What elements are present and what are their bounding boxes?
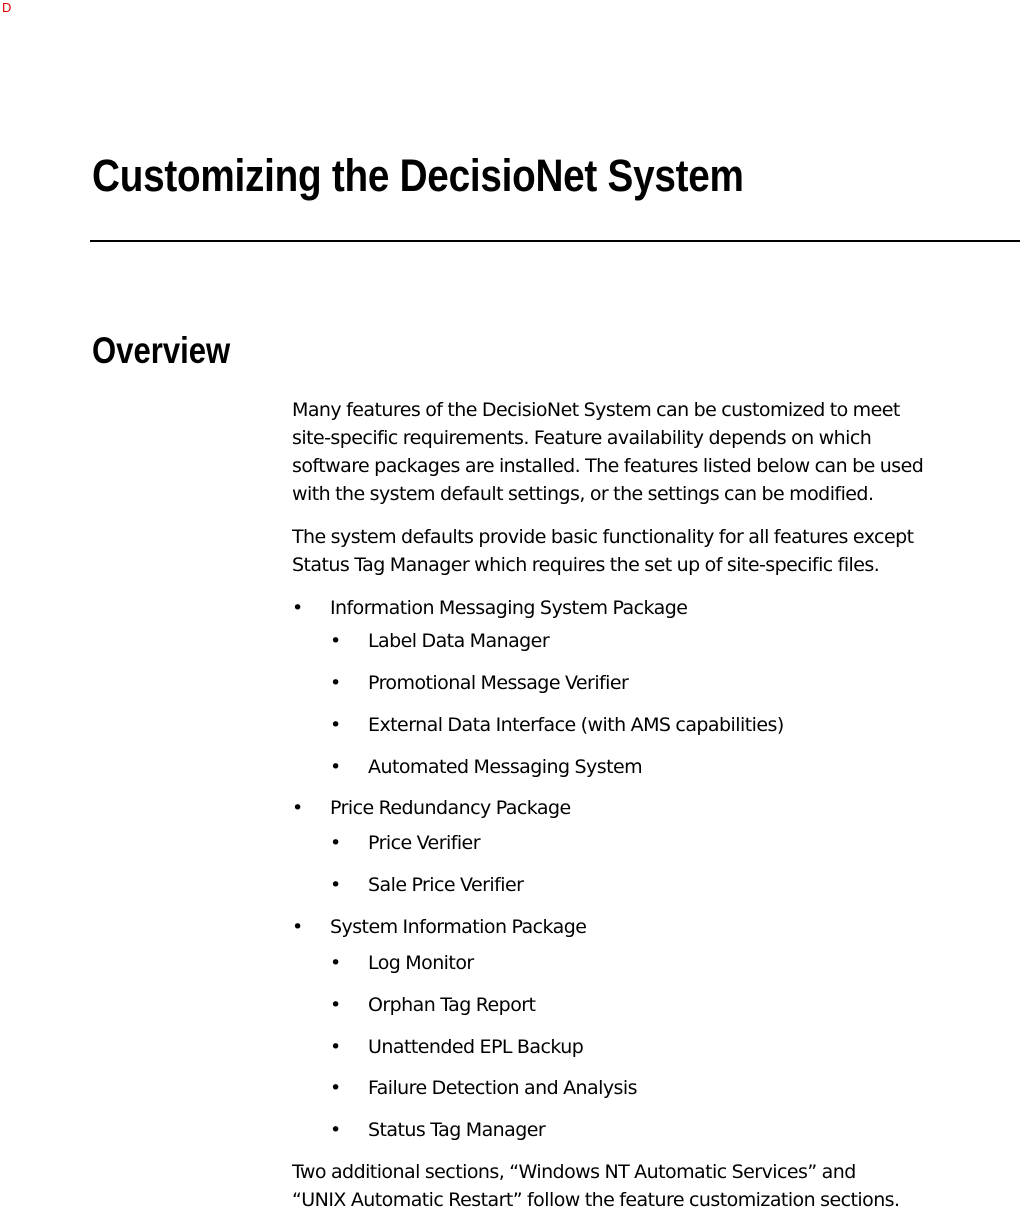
- bullet-icon: •: [330, 756, 341, 778]
- list-item-feature: [292, 631, 1012, 651]
- intro-paragraph: [292, 396, 923, 508]
- feature-label: Label Data Manager: [368, 630, 550, 652]
- package-label: Price Redundancy Package: [330, 797, 571, 819]
- defaults-paragraph: [292, 523, 914, 579]
- bullet-icon: •: [330, 1077, 341, 1099]
- title-divider: [90, 240, 1020, 242]
- package-label: Information Messaging System Package: [330, 597, 688, 619]
- list-item-feature: [292, 1078, 1012, 1098]
- bullet-icon: •: [330, 1119, 341, 1141]
- list-item-feature: [292, 995, 1012, 1015]
- defaults-line: Status Tag Manager which requires the set up of site-specific files.: [292, 554, 880, 576]
- feature-label: Unattended EPL Backup: [368, 1036, 584, 1058]
- list-item-feature: [292, 833, 1012, 853]
- bullet-icon: •: [330, 1036, 341, 1058]
- intro-line: with the system default settings, or the settings can be modified.: [292, 483, 874, 505]
- list-item-feature: [292, 1120, 1012, 1140]
- list-item-feature: [292, 757, 1012, 777]
- intro-line: Many features of the DecisioNet System can be customized to meet: [292, 399, 900, 421]
- bullet-icon: •: [330, 714, 341, 736]
- section-heading-overview: Overview: [92, 330, 231, 371]
- list-item-package: [292, 917, 1012, 937]
- intro-line: site-specific requirements. Feature availability depends on which: [292, 427, 872, 449]
- list-item-feature: [292, 953, 1012, 973]
- feature-label: Price Verifier: [368, 832, 480, 854]
- feature-label: Automated Messaging System: [368, 756, 643, 778]
- defaults-line: The system defaults provide basic functionality for all features except: [292, 526, 914, 548]
- list-item-feature: [292, 673, 1012, 693]
- feature-label: Failure Detection and Analysis: [368, 1077, 637, 1099]
- corner-mark: D: [2, 0, 12, 15]
- bullet-icon: •: [330, 672, 341, 694]
- bullet-icon: •: [292, 597, 303, 619]
- bullet-icon: •: [330, 994, 341, 1016]
- feature-label: External Data Interface (with AMS capabilities): [368, 714, 784, 736]
- feature-label: Sale Price Verifier: [368, 874, 524, 896]
- list-item-feature: [292, 1037, 1012, 1057]
- package-label: System Information Package: [330, 916, 587, 938]
- intro-line: software packages are installed. The features listed below can be used: [292, 455, 924, 477]
- bullet-icon: •: [330, 874, 341, 896]
- list-item-package: [292, 598, 1012, 618]
- feature-label: Orphan Tag Report: [368, 994, 536, 1016]
- bullet-icon: •: [330, 832, 341, 854]
- list-item-package: [292, 798, 1012, 818]
- bullet-icon: •: [292, 797, 303, 819]
- list-item-feature: [292, 715, 1012, 735]
- page-title: Customizing the DecisioNet System: [92, 150, 744, 201]
- feature-label: Log Monitor: [368, 952, 474, 974]
- bullet-icon: •: [330, 630, 341, 652]
- feature-label: Promotional Message Verifier: [368, 672, 629, 694]
- feature-label: Status Tag Manager: [368, 1119, 546, 1141]
- bullet-icon: •: [330, 952, 341, 974]
- bullet-icon: •: [292, 916, 303, 938]
- closing-line: Two additional sections, “Windows NT Automatic Services” and: [292, 1161, 856, 1183]
- closing-line: “UNIX Automatic Restart” follow the feature customization sections.: [292, 1189, 900, 1211]
- closing-paragraph: [292, 1158, 900, 1214]
- list-item-feature: [292, 875, 1012, 895]
